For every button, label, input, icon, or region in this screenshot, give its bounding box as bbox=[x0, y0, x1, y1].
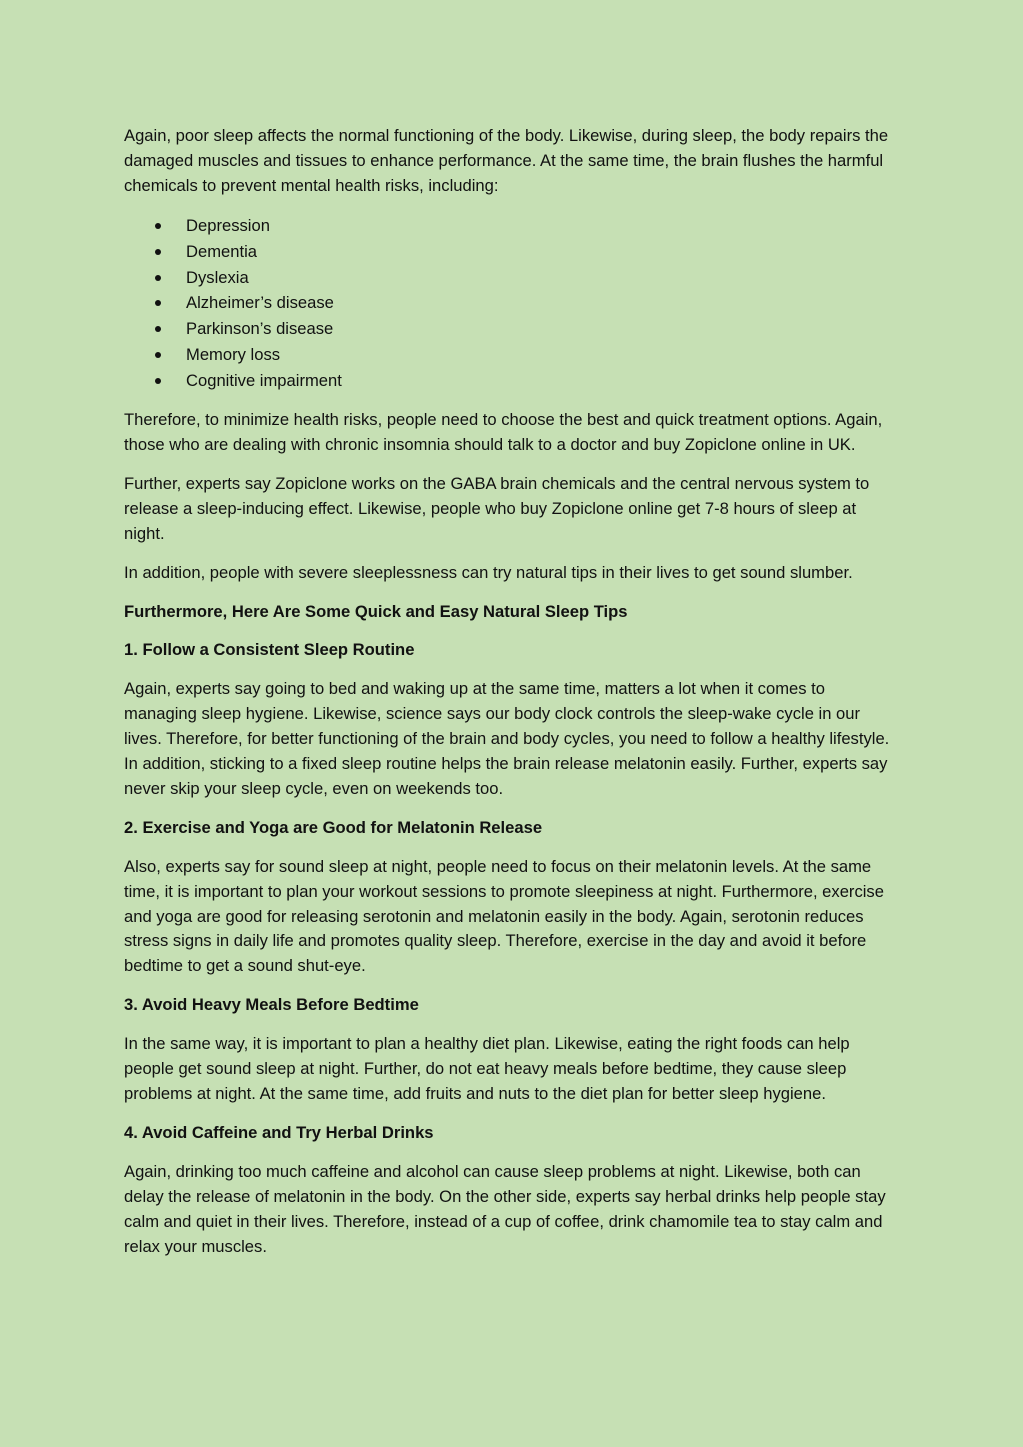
heading-tips-intro: Furthermore, Here Are Some Quick and Easy Natural Sleep Tips bbox=[124, 601, 628, 621]
paragraph-tip-2: Also, experts say for sound sleep at night, people need to focus on their melatonin levels. At the same time, it is important to plan your workout sessions to promote sleepiness at night. Furthermore, exercise and yoga are good for releasing serotonin and melatonin easily in the body. Again, serotonin reduces stress signs in daily life and promotes quality sleep. Therefore, exercise in the day and avoid it before bedtime to get a sound shut-eye. bbox=[124, 856, 884, 976]
bullet-icon bbox=[155, 352, 161, 358]
bullet-icon bbox=[155, 300, 161, 306]
list-item-text: Dyslexia bbox=[186, 267, 249, 287]
list-item bbox=[155, 213, 901, 239]
paragraph-intro: Again, poor sleep affects the normal functioning of the body. Likewise, during sleep, the body repairs the damaged muscles and tissues to enhance performance. At the same time, the brain flushes the harmful chemicals to prevent mental health risks, including: bbox=[124, 126, 889, 195]
list-item bbox=[155, 239, 901, 265]
paragraph-tip-1: Again, experts say going to bed and waking up at the same time, matters a lot when it comes to managing sleep hygiene. Likewise, science says our body clock controls the sleep-wake cycle in our lives. Therefore, for better functioning of the brain and body cycles, you need to follow a healthy lifestyle. In addition, sticking to a fixed sleep routine helps the brain release melatonin easily. Further, experts say never skip your sleep cycle, even on weekends too. bbox=[124, 679, 890, 798]
list-item bbox=[155, 368, 901, 394]
heading-tip-1: 1. Follow a Consistent Sleep Routine bbox=[124, 640, 415, 660]
heading-tip-4: 4. Avoid Caffeine and Try Herbal Drinks bbox=[124, 1122, 434, 1142]
paragraph-tip-3: In the same way, it is important to plan a healthy diet plan. Likewise, eating the right foods can help people get sound sleep at night. Further, do not eat heavy meals before bedtime, they cause sleep problems at night. At the same time, add fruits and nuts to the diet plan for better sleep hygiene. bbox=[124, 1034, 850, 1103]
list-item bbox=[155, 265, 901, 291]
heading-tip-2: 2. Exercise and Yoga are Good for Melatonin Release bbox=[124, 817, 543, 837]
health-risks-list bbox=[124, 213, 901, 394]
paragraph-treatment: Therefore, to minimize health risks, people need to choose the best and quick treatment options. Again, those who are dealing with chronic insomnia should talk to a doctor and buy Zopiclone online in UK. bbox=[124, 410, 883, 454]
bullet-icon bbox=[155, 249, 161, 255]
list-item-text: Parkinson’s disease bbox=[186, 319, 334, 339]
paragraph-natural-tips: In addition, people with severe sleeplessness can try natural tips in their lives to get sound slumber. bbox=[124, 562, 853, 582]
list-item-text: Cognitive impairment bbox=[186, 371, 342, 391]
list-item-text: Depression bbox=[186, 215, 270, 235]
paragraph-tip-4: Again, drinking too much caffeine and alcohol can cause sleep problems at night. Likewise, both can delay the release of melatonin in the body. On the other side, experts say herbal drinks help people stay calm and quiet in their lives. Therefore, instead of a cup of coffee, drink chamomile tea to stay calm and relax your muscles. bbox=[124, 1161, 886, 1256]
list-item bbox=[155, 316, 901, 342]
list-item bbox=[155, 290, 901, 316]
list-item-text: Alzheimer’s disease bbox=[186, 293, 334, 313]
bullet-icon bbox=[155, 378, 161, 384]
bullet-icon bbox=[155, 326, 161, 332]
bullet-icon bbox=[155, 223, 161, 229]
list-item-text: Memory loss bbox=[186, 345, 281, 365]
heading-tip-3: 3. Avoid Heavy Meals Before Bedtime bbox=[124, 995, 419, 1015]
list-item-text: Dementia bbox=[186, 241, 258, 261]
list-item bbox=[155, 342, 901, 368]
paragraph-zopiclone: Further, experts say Zopiclone works on the GABA brain chemicals and the central nervous system to release a sleep-inducing effect. Likewise, people who buy Zopiclone online get 7-8 hours of sleep at night. bbox=[124, 473, 870, 543]
bullet-icon bbox=[155, 275, 161, 281]
